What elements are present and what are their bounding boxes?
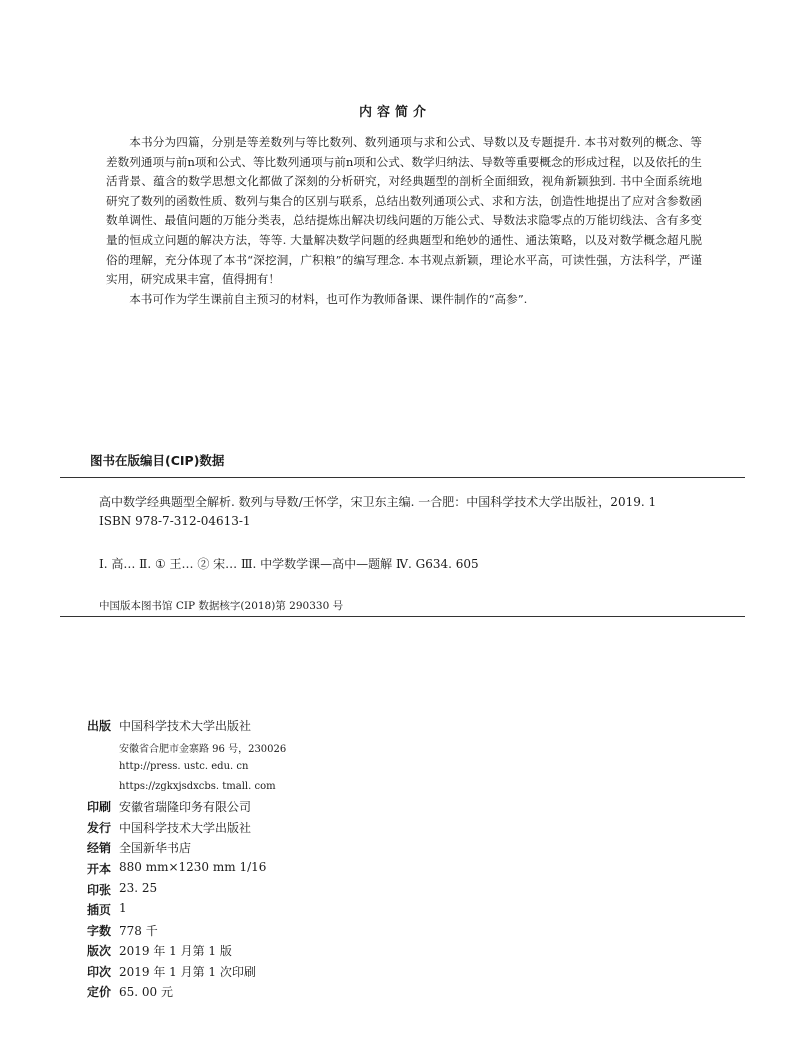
row-value: 65. 00 元 bbox=[119, 985, 173, 999]
intro-body bbox=[106, 133, 702, 309]
info-row-seller bbox=[87, 839, 192, 856]
row-value: 2019 年 1 月第 1 次印刷 bbox=[119, 965, 256, 979]
info-row-printer bbox=[87, 798, 252, 815]
info-row-price bbox=[87, 983, 173, 1000]
cip-classification: Ⅰ. 高… Ⅱ. ① 王… ② 宋… Ⅲ. 中学数学课—高中—题解 Ⅳ. G634. 605 bbox=[99, 557, 479, 571]
publisher-row bbox=[87, 717, 252, 734]
publisher-url-2: https://zgkxjsdxcbs. tmall. com bbox=[119, 781, 276, 792]
publisher-address: 安徽省合肥市金寨路 96 号，230026 bbox=[119, 744, 287, 755]
info-row-printing bbox=[87, 963, 256, 980]
row-value: 23. 25 bbox=[119, 881, 158, 895]
publisher-label: 出版 bbox=[87, 719, 112, 733]
intro-paragraph-2: 本书可作为学生课前自主预习的材料，也可作为教师备课、课件制作的“高参”. bbox=[129, 291, 528, 306]
publisher-url-1: http://press. ustc. edu. cn bbox=[119, 761, 249, 772]
row-value: 2019 年 1 月第 1 版 bbox=[119, 944, 232, 958]
publisher-value: 中国科学技术大学出版社 bbox=[119, 719, 252, 733]
intro-title: 内容简介 bbox=[358, 105, 431, 120]
cip-heading: 图书在版编目(CIP)数据 bbox=[90, 453, 225, 468]
cip-isbn: ISBN 978-7-312-04613-1 bbox=[99, 514, 251, 528]
info-row-word-count bbox=[87, 922, 158, 939]
row-label: 插页 bbox=[87, 903, 112, 917]
info-row-distributor bbox=[87, 819, 252, 836]
row-label: 经销 bbox=[87, 841, 112, 855]
row-value: 880 mm×1230 mm 1/16 bbox=[119, 860, 267, 874]
cip-record-number: 中国版本图书馆 CIP 数据核字(2018)第 290330 号 bbox=[99, 600, 344, 612]
row-value: 778 千 bbox=[119, 924, 158, 938]
row-label: 印次 bbox=[87, 965, 112, 979]
row-label: 发行 bbox=[87, 821, 112, 835]
row-label: 字数 bbox=[87, 924, 112, 938]
row-value: 安徽省瑞隆印务有限公司 bbox=[119, 800, 252, 814]
info-row-sheets bbox=[87, 881, 158, 898]
intro-paragraph-1: 本书分为四篇，分别是等差数列与等比数列、数列通项与求和公式、导数以及专题提升. 本书对数列的概念、等差数列通项与前n项和公式、等比数列通项与前n项和公式、数学归纳法、导数等重要概念的形成过程，以及依托的生活背景、蕴含的数学思想文化都做了深刻的分析研究，对经典题型的剖析全面细致，视角新颖独到. 书中全面系统地研究了数列的函数性质、数列与集合的区别与联系，总结出数列通项公式、求和方法，创造性地提出了应对含参数函数单调性、最值问题的万能分类表，总结提炼出解决切线问题的万能公式、导数法求隐零点的万能切线法、含有多变量的恒成立问题的解决方法，等等. 大量解决数学问题的经典题型和绝妙的通性、通法策略，以及对数学概念超凡脱俗的理解，充分体现了本书“深挖洞，广积粮”的编写理念. 本书观点新颖，理论水平高，可读性强，方法科学，严谨实用，研究成果丰富，值得拥有！ bbox=[106, 135, 702, 287]
info-row-inserts bbox=[87, 901, 127, 918]
row-label: 定价 bbox=[87, 985, 112, 999]
cip-data-box bbox=[60, 477, 745, 617]
info-row-format bbox=[87, 860, 267, 877]
row-label: 印张 bbox=[87, 883, 112, 897]
row-label: 印刷 bbox=[87, 800, 112, 814]
info-row-edition bbox=[87, 942, 232, 959]
row-value: 中国科学技术大学出版社 bbox=[119, 821, 252, 835]
row-value: 1 bbox=[119, 901, 127, 915]
cip-title-line: 高中数学经典题型全解析. 数列与导数/王怀学，宋卫东主编. 一合肥：中国科学技术大学出版社，2019. 1 bbox=[99, 495, 657, 509]
row-value: 全国新华书店 bbox=[119, 841, 192, 855]
row-label: 版次 bbox=[87, 944, 112, 958]
row-label: 开本 bbox=[87, 862, 112, 876]
